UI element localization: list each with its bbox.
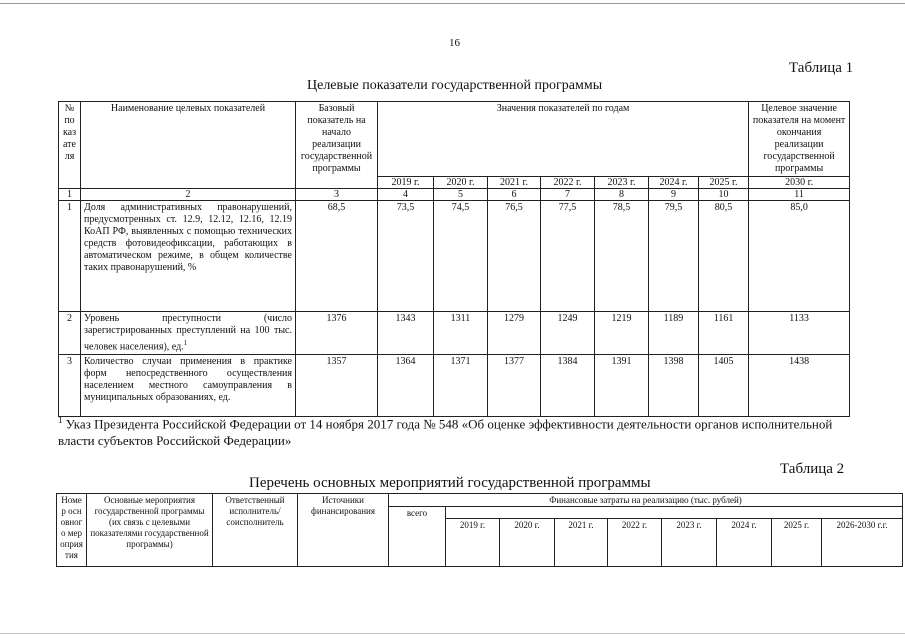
column-number: 8 (595, 189, 649, 201)
target-value: 1438 (749, 355, 850, 417)
header-executor: Ответственный исполнитель/ соисполнитель (213, 494, 298, 567)
year-header: 2020 г. (434, 177, 488, 189)
footnote-ref: 1 (183, 339, 188, 347)
year-value: 1249 (541, 312, 595, 355)
year-header: 2019 г. (378, 177, 434, 189)
scan-edge-bottom (0, 633, 905, 634)
year-value: 74,5 (434, 201, 488, 312)
header-activity-no: Номер основного мероприятия (57, 494, 87, 567)
year-value: 78,5 (595, 201, 649, 312)
year-value: 1377 (488, 355, 541, 417)
year-value: 1311 (434, 312, 488, 355)
year-value: 80,5 (699, 201, 749, 312)
year-value: 1371 (434, 355, 488, 417)
year-header: 2022 г. (608, 519, 662, 567)
scan-edge-top (0, 3, 905, 4)
column-number: 5 (434, 189, 488, 201)
table1-title: Целевые показатели государственной программы (307, 78, 603, 93)
header-values-by-year: Значения показателей по годам (378, 102, 749, 177)
page-number: 16 (449, 37, 460, 49)
header-total: всего (389, 507, 446, 567)
year-value: 1189 (649, 312, 699, 355)
indicator-name: Количество случаи применения в практике форм непосредственного осуществления населением местного самоуправления в муниципальных образованиях, ед. (81, 355, 296, 417)
indicator-name-text: Уровень преступности (число зарегистрированных преступлений на 100 тыс. человек населения), ед. (84, 313, 292, 353)
column-number: 6 (488, 189, 541, 201)
table1-label: Таблица 1 (789, 60, 854, 76)
indicator-name (81, 312, 296, 355)
year-value: 77,5 (541, 201, 595, 312)
header-costs: Финансовые затраты на реализацию (тыс. рублей) (389, 494, 903, 507)
table-row (59, 355, 850, 417)
year-value: 1161 (699, 312, 749, 355)
column-number: 4 (378, 189, 434, 201)
footnote-mark: 1 (58, 415, 63, 425)
year-value: 1343 (378, 312, 434, 355)
base-value: 68,5 (296, 201, 378, 312)
year-value: 73,5 (378, 201, 434, 312)
year-value: 1391 (595, 355, 649, 417)
year-header: 2026-2030 г.г. (822, 519, 903, 567)
header-years-spacer (446, 507, 903, 519)
year-header: 2023 г. (595, 177, 649, 189)
header-activity: Основные мероприятия государственной программы (их связь с целевыми показателями государственной программы) (87, 494, 213, 567)
year-value: 1398 (649, 355, 699, 417)
year-value: 79,5 (649, 201, 699, 312)
year-value: 1405 (699, 355, 749, 417)
target-indicators-table (58, 101, 850, 417)
column-number: 7 (541, 189, 595, 201)
column-number: 2 (81, 189, 296, 201)
year-header: 2025 г. (699, 177, 749, 189)
year-header: 2020 г. (500, 519, 555, 567)
year-value: 76,5 (488, 201, 541, 312)
target-value: 1133 (749, 312, 850, 355)
table2-title: Перечень основных мероприятий государственной программы (249, 475, 651, 491)
row-number: 3 (59, 355, 81, 417)
year-value: 1219 (595, 312, 649, 355)
year-header: 2025 г. (772, 519, 822, 567)
footnote (58, 412, 854, 449)
year-header: 2024 г. (717, 519, 772, 567)
table-row (59, 201, 850, 312)
year-value: 1364 (378, 355, 434, 417)
year-header: 2021 г. (555, 519, 608, 567)
column-number: 9 (649, 189, 699, 201)
column-number: 3 (296, 189, 378, 201)
table-row (59, 312, 850, 355)
indicator-name: Доля административных правонарушений, предусмотренных ст. 12.9, 12.12, 12.16, 12.19 КоАП РФ, выявленных с помощью технических средств фотовидеофиксации, работающих в автоматическом режиме, в общем количестве таких правонарушений, % (81, 201, 296, 312)
row-number: 1 (59, 201, 81, 312)
row-number: 2 (59, 312, 81, 355)
year-header: 2021 г. (488, 177, 541, 189)
header-base: Базовый показатель на начало реализации государственной программы (296, 102, 378, 189)
year-header: 2024 г. (649, 177, 699, 189)
header-name: Наименование целевых показателей (81, 102, 296, 189)
base-value: 1376 (296, 312, 378, 355)
header-sources: Источники финансирования (298, 494, 389, 567)
year-header: 2023 г. (662, 519, 717, 567)
footnote-text: Указ Президента Российской Федерации от 14 ноября 2017 года № 548 «Об оценке эффективности деятельности органов исполнительной власти субъектов Российской Федерации» (58, 416, 833, 449)
header-no: № показателя (59, 102, 81, 189)
target-year-header: 2030 г. (749, 177, 850, 189)
base-value: 1357 (296, 355, 378, 417)
column-number: 10 (699, 189, 749, 201)
column-number: 1 (59, 189, 81, 201)
year-header: 2019 г. (446, 519, 500, 567)
main-activities-table (56, 493, 903, 567)
target-value: 85,0 (749, 201, 850, 312)
year-header: 2022 г. (541, 177, 595, 189)
year-value: 1279 (488, 312, 541, 355)
column-number: 11 (749, 189, 850, 201)
header-target: Целевое значение показателя на момент окончания реализации государственной программы (749, 102, 850, 177)
year-value: 1384 (541, 355, 595, 417)
table2-label: Таблица 2 (780, 461, 845, 477)
